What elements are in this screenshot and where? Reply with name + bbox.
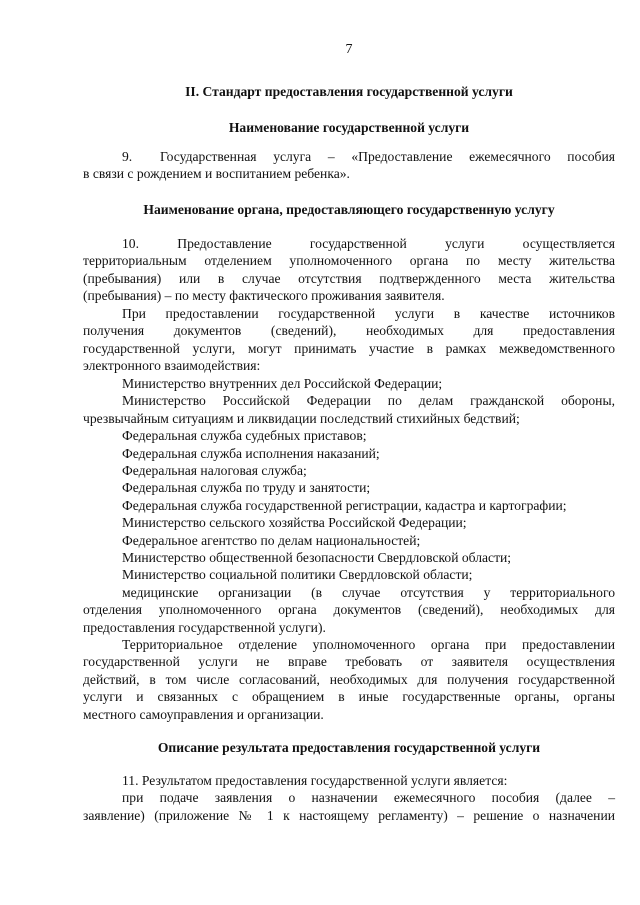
paragraph-10 [83,235,615,305]
list-item: предоставления государственной услуги). [83,619,326,635]
paragraph-sources-line-4: электронного взаимодействия: [83,358,261,374]
list-item: Министерство общественной безопасности Свердловской области; [122,550,512,566]
list-item: отделения уполномоченного органа документов (сведений), необходимых для [83,602,615,618]
list-item: Министерство социальной политики Свердловской области; [122,567,473,583]
paragraph-territorial-line-4: услуги и связанных с обращением в иные государственные органы, органы [83,689,615,705]
list-item: Федеральная служба исполнения наказаний; [122,445,380,461]
list-item: Федеральная служба по труду и занятости; [122,480,371,496]
paragraph-11-line-2: при подаче заявления о назначении ежемесячного пособия (далее – [122,790,615,806]
paragraph-sources [83,305,615,375]
paragraph-10-line-3: (пребывания) или в случае отсутствия подтвержденного места жительства [83,270,615,286]
list-item: медицинские организации (в случае отсутствия у территориального [122,584,615,600]
paragraph-9-text-1: Государственная услуга – «Предоставление ежемесячного пособия [160,149,615,164]
heading-service-name: Наименование государственной услуги [228,120,470,135]
list-item: Министерство внутренних дел Российской Федерации; [122,376,443,391]
paragraph-territorial [83,636,615,723]
list-item: Федеральное агентство по делам национальностей; [122,532,421,548]
paragraph-territorial-line-1: Территориальное отделение уполномоченного органа при предоставлении [122,637,615,652]
paragraph-sources-line-2: получения документов (сведений), необходимых для предоставления [83,323,615,339]
organizations-list [83,375,615,636]
list-item: Министерство сельского хозяйства Российской Федерации; [122,515,467,531]
paragraph-9-text-2: в связи с рождением и воспитанием ребенка». [83,166,350,182]
paragraph-territorial-line-3: действий, в том числе согласований, необходимых для получения государственной [83,671,615,687]
paragraph-10-line-4: (пребывания) – по месту фактического проживания заявителя. [83,288,445,304]
list-item: Министерство Российской Федерации по делам гражданской обороны, [122,393,615,409]
heading-organ: Наименование органа, предоставляющего государственную услугу [143,202,555,217]
paragraph-territorial-line-2: государственной услуги не вправе требовать от заявителя осуществления [83,654,615,670]
paragraph-territorial-line-5: местного самоуправления и организации. [83,706,324,722]
paragraph-sources-line-3: государственной услуги, могут принимать участие в рамках межведомственного [83,340,615,356]
paragraph-sources-line-1: При предоставлении государственной услуги в качестве источников [122,306,615,321]
heading-result: Описание результата предоставления государственной услуги [157,740,541,755]
paragraph-9-number: 9. [122,149,133,164]
paragraph-10-line-1: 10. Предоставление государственной услуги осуществляется [122,236,615,251]
list-item: Федеральная служба государственной регистрации, кадастра и картографии; [122,497,567,513]
list-item: чрезвычайным ситуациям и ликвидации последствий стихийных бедствий; [83,410,520,426]
paragraph-11-line-1: 11. Результатом предоставления государственной услуги является: [122,773,508,788]
list-item: Федеральная служба судебных приставов; [122,428,367,444]
list-item: Федеральная налоговая служба; [122,463,307,479]
paragraph-11 [83,772,615,824]
section-title: II. Стандарт предоставления государственной услуги [185,84,513,99]
paragraph-10-line-2: территориальным отделением уполномоченного органа по месту жительства [83,253,615,269]
paragraph-9 [83,148,615,183]
paragraph-11-line-3: заявление) (приложение № 1 к настоящему регламенту) – решение о назначении [83,807,615,823]
page-number: 7 [345,42,353,57]
